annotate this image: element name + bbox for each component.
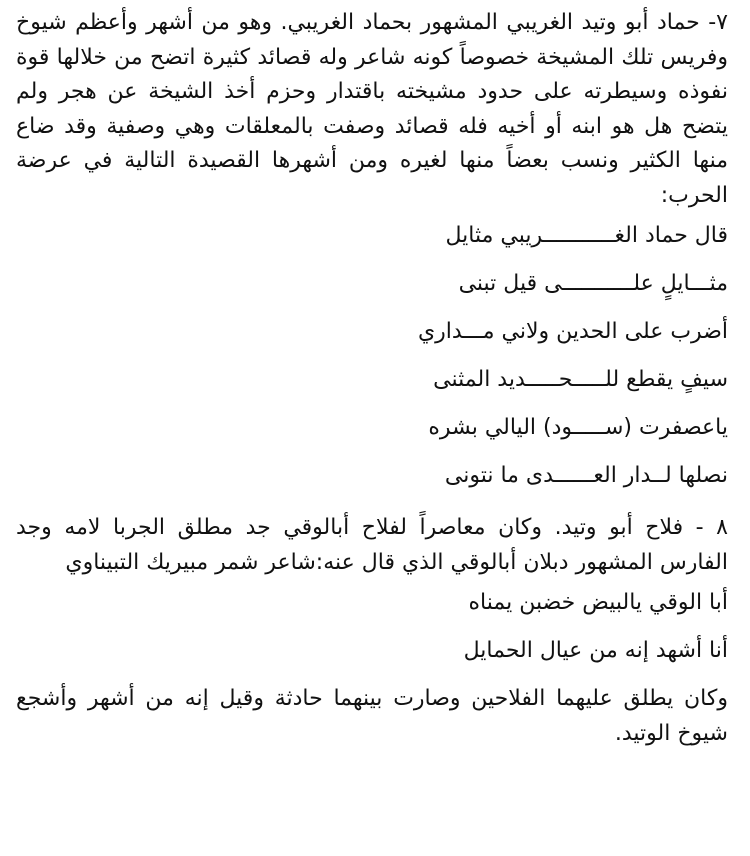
paragraph-fallah: ٨ - فلاح أبو وتيد. وكان معاصراً لفلاح أبالوقي جد مطلق الجربا لامه وجد الفارس المشهور دبلان أبالوقي الذي قال عنه:شاعر شمر مبيريك التبيناوي — [16, 515, 728, 575]
poem-line: ياعصفرت (ســـــود) اليالي بشره — [428, 415, 728, 440]
poem-line: سيفٍ يقطع للـــــحـــــديد المثنى — [433, 367, 728, 392]
poem-line: أضرب على الحدين ولاني مـــداري — [417, 319, 728, 344]
poem-line: مثـــايلٍ علـــــــــــى قيل تبنى — [458, 271, 728, 296]
paragraph-closing: وكان يطلق عليهما الفلاحين وصارت بينهما حادثة وقيل إنه من أشهر وأشجع شيوخ الوتيد. — [16, 686, 728, 746]
poem-line: أنا أشهد إنه من عيال الحمايل — [463, 638, 728, 663]
poem-line: أبا الوقي يالبيض خضبن يمناه — [468, 590, 728, 615]
paragraph-hammad: ٧- حماد أبو وتيد الغريبي المشهور بحماد الغريبي. وهو من أشهر وأعظم شيوخ وفريس تلك المشيخة خصوصاً كونه شاعر وله قصائد كثيرة اتضح من خلالها قوة نفوذه وسيطرته على حدود مشيخته باقتدار وحزم أخذ الشيخة عن هجر ولم يتضح هل هو ابنه أو أخيه فله قصائد وصفت بالمعلقات وهي وصفية وقد ضاع منها الكثير ونسب بعضاً منها لغيره ومن أشهرها القصيدة التالية في عرضة الحرب: — [16, 10, 728, 208]
poem-line: نصلها لــدار العــــــدى ما نتونى — [444, 463, 728, 488]
poem-line: قال حماد الغـــــــــــريبي مثايل — [445, 223, 728, 248]
